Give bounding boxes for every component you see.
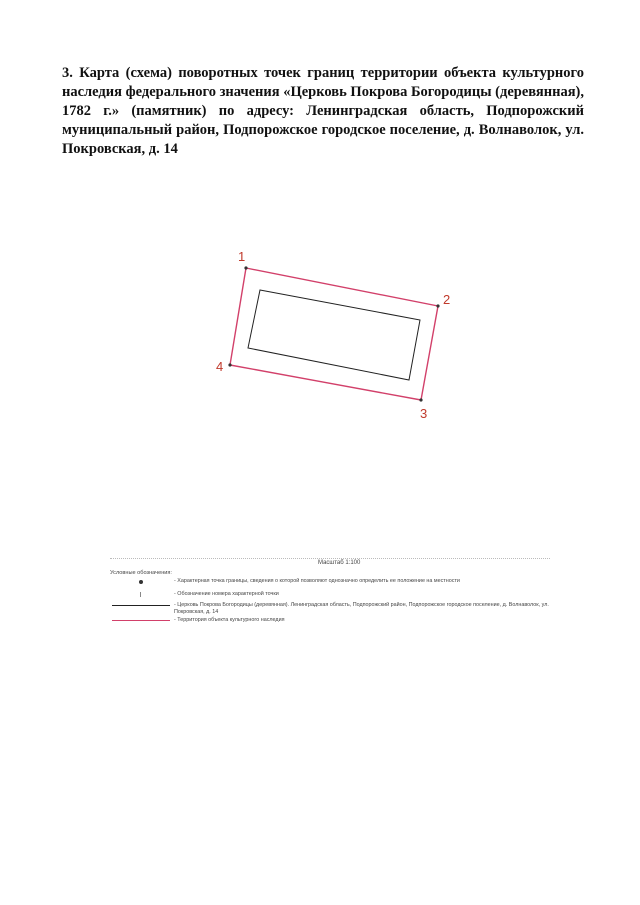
territory-boundary: [230, 268, 438, 400]
legend-item-point: - Характерная точка границы, сведения о которой позволяют однозначно определить ее положение на местности: [110, 578, 550, 588]
boundary-point-4: [228, 363, 231, 366]
boundary-map-svg: [200, 240, 480, 430]
map-scale: Масштаб 1:100: [318, 560, 361, 566]
boundary-map: [200, 240, 480, 430]
boundary-point-1: [244, 266, 247, 269]
red-line-icon: [112, 620, 170, 621]
dot-icon: [139, 580, 143, 584]
document-title: 3. Карта (схема) поворотных точек границ территории объекта культурного наследия федерального значения «Церковь Покрова Богородицы (деревянная), 1782 г.» (памятник) по адресу: Ленинградская область, Подпорожский муниципальный район, Подпорожское городское поселение, д. Волнаволок, ул. Покровская, д. 14: [62, 65, 584, 157]
point-label-2: 2: [443, 292, 451, 307]
boundary-point-3: [419, 398, 422, 401]
legend-item-point-number: - Обозначение номера характерной точки: [110, 591, 550, 601]
boundary-point-2: [436, 304, 439, 307]
point-label-3: 3: [420, 406, 428, 421]
legend-item-territory: - Территория объекта культурного наследия: [110, 617, 550, 627]
map-legend: [110, 558, 550, 623]
legend-heading: Условные обозначения:: [110, 570, 172, 576]
legend-item-building: - Церковь Покрова Богородицы (деревянная). Ленинградская область, Подпорожский район, Подпорожское городское поселение, д. Волнаволок, ул. Покровская, д. 14: [110, 602, 550, 612]
legend-divider: [110, 558, 550, 559]
tick-icon: [140, 592, 141, 597]
point-label-1: 1: [238, 249, 246, 264]
point-label-4: 4: [216, 359, 224, 374]
black-line-icon: [112, 605, 170, 606]
church-building-outline: [248, 290, 420, 380]
